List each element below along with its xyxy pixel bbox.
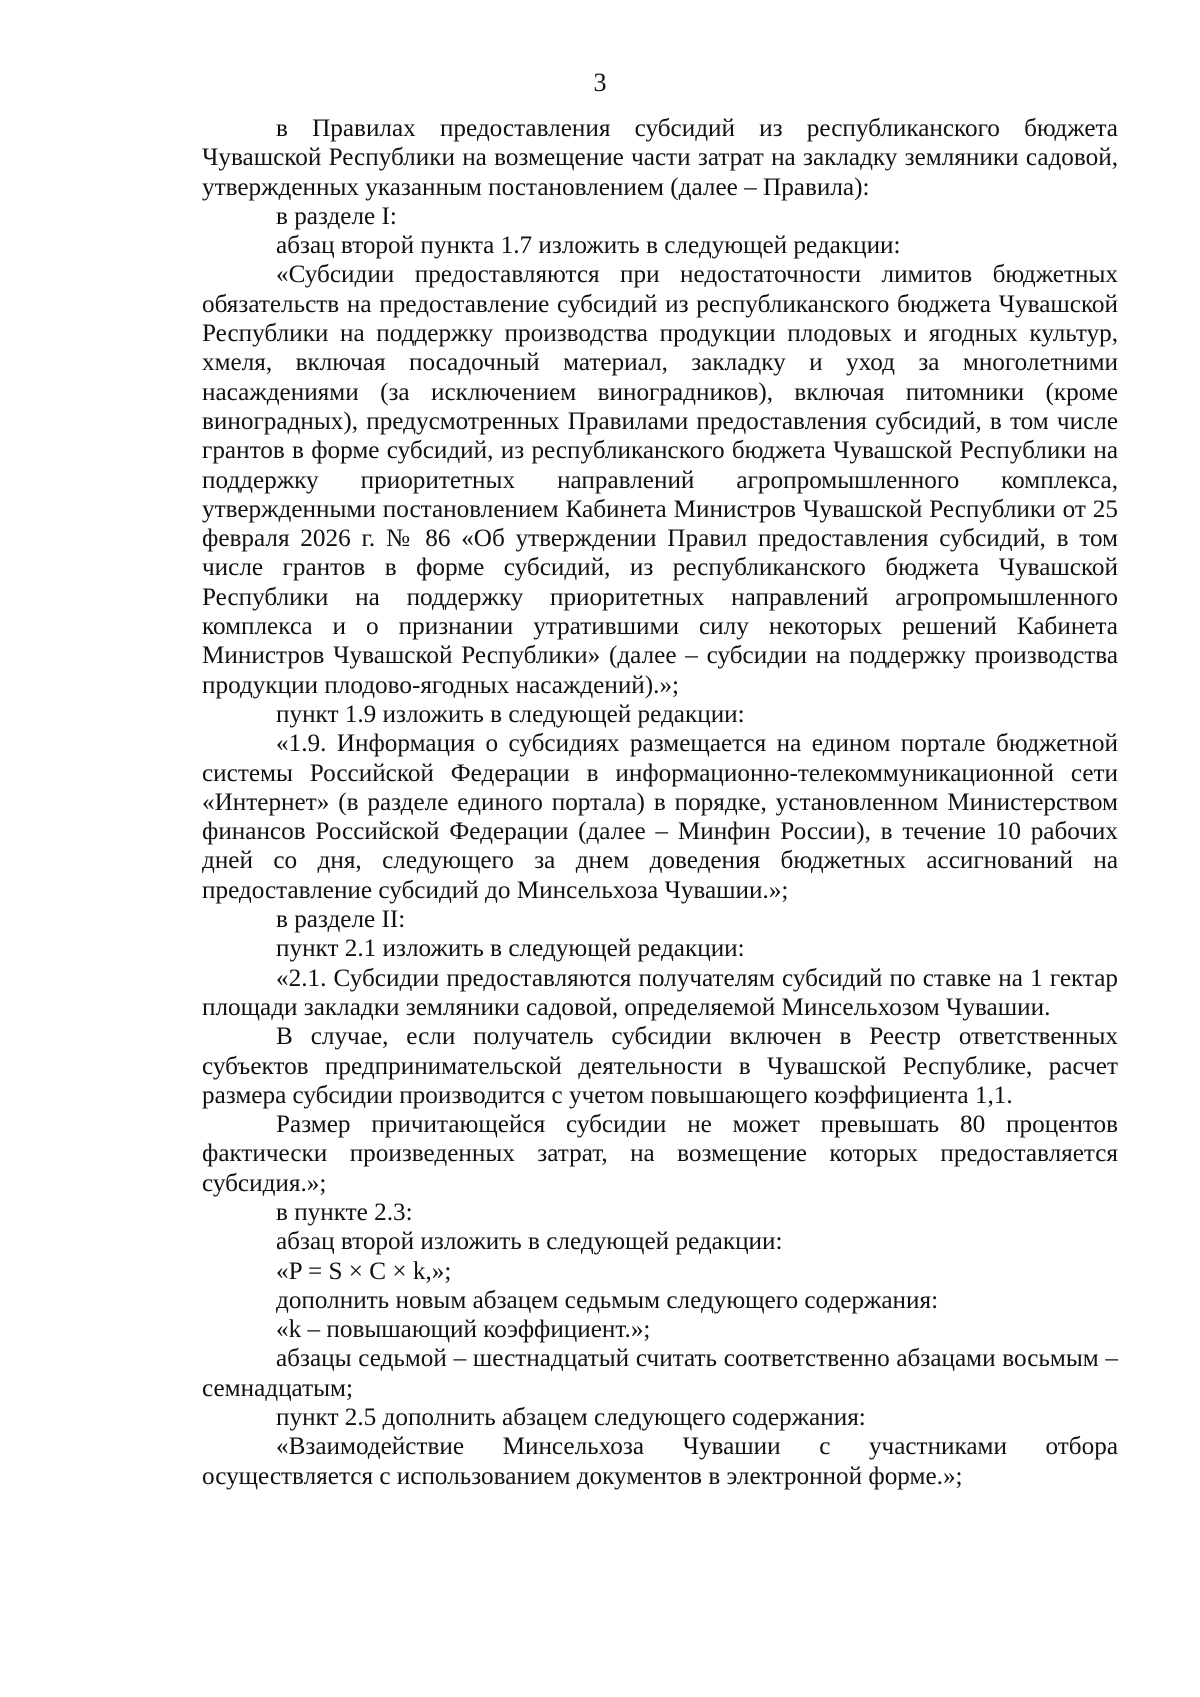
paragraph-rules-intro: в Правилах предоставления субсидий из республиканского бюджета Чувашской Республики на возмещение части затрат на закладку земляники садовой, утвержденных указанным постановлением (далее – Правила):	[202, 115, 1118, 201]
paragraph-item-2-3-second: абзац второй изложить в следующей редакции:	[276, 1228, 783, 1256]
paragraph-section-2: в разделе II:	[276, 906, 406, 934]
paragraph-item-2-5-text: «Взаимодействие Минсельхоза Чувашии с участниками отбора осуществляется с использованием документов в электронной форме.»;	[202, 1433, 1118, 1490]
paragraph-formula: «P = S × C × k,»;	[276, 1257, 452, 1285]
paragraph-item-2-1-text: «2.1. Субсидии предоставляются получателям субсидий по ставке на 1 гектар площади закладки земляники садовой, определяемой Минсельхозом Чувашии.	[202, 964, 1118, 1021]
page-number: 3	[593, 68, 607, 97]
paragraph-item-1-7-text: «Субсидии предоставляются при недостаточности лимитов бюджетных обязательств на предоставление субсидий из республиканского бюджета Чувашской Республики на поддержку производства продукции плодовых и ягодных культур, хмеля, включая посадочный материал, закладку и уход за многолетними насаждениями (за исключением виноградников), включая питомники (кроме виноградных), предусмотренных Правилами предоставления субсидий, в том числе грантов в форме субсидий, из республиканского бюджета Чувашской Республики на поддержку приоритетных направлений агропромышленного комплекса, утвержденными постановлением Кабинета Министров Чувашской Республики от 25 февраля 2026 г. № 86 «Об утверждении Правил предоставления субсидий, в том числе грантов в форме субсидий, из республиканского бюджета Чувашской Республики на поддержку приоритетных направлений агропромышленного комплекса и о признании утратившими силу некоторых решений Кабинета Министров Чувашской Республики» (далее – субсидии на поддержку производства продукции плодово-ягодных насаждений).»;	[202, 261, 1118, 699]
document-body	[202, 114, 1118, 1491]
paragraph-item-2-5: пункт 2.5 дополнить абзацем следующего содержания:	[276, 1404, 866, 1432]
paragraph-item-1-9: пункт 1.9 изложить в следующей редакции:	[276, 700, 745, 728]
paragraph-renumber: абзацы седьмой – шестнадцатый считать соответственно абзацами восьмым – семнадцатым;	[202, 1345, 1118, 1402]
paragraph-item-2-1-limit: Размер причитающейся субсидии не может превышать 80 процентов фактически произведенных затрат, на возмещение которых предоставляется субсидия.»;	[202, 1111, 1118, 1197]
paragraph-item-2-1: пункт 2.1 изложить в следующей редакции:	[276, 935, 745, 963]
paragraph-item-2-1-coefficient: В случае, если получатель субсидии включен в Реестр ответственных субъектов предпринимательской деятельности в Чувашской Республике, расчет размера субсидии производится с учетом повышающего коэффициента 1,1.	[202, 1023, 1118, 1109]
paragraph-section-1: в разделе I:	[276, 202, 397, 230]
paragraph-item-1-9-text: «1.9. Информация о субсидиях размещается на едином портале бюджетной системы Российской Федерации в информационно-телекоммуникационной сети «Интернет» (в разделе единого портала) в порядке, установленном Министерством финансов Российской Федерации (далее – Минфин России), в течение 10 рабочих дней со дня, следующего за днем доведения бюджетных ассигнований на предоставление субсидий до Минсельхоза Чувашии.»;	[202, 730, 1118, 904]
paragraph-coefficient-definition: «k – повышающий коэффициент.»;	[276, 1316, 651, 1344]
paragraph-item-1-7: абзац второй пункта 1.7 изложить в следующей редакции:	[276, 232, 901, 260]
paragraph-add-seventh: дополнить новым абзацем седьмым следующего содержания:	[276, 1286, 939, 1314]
paragraph-item-2-3: в пункте 2.3:	[276, 1198, 413, 1226]
